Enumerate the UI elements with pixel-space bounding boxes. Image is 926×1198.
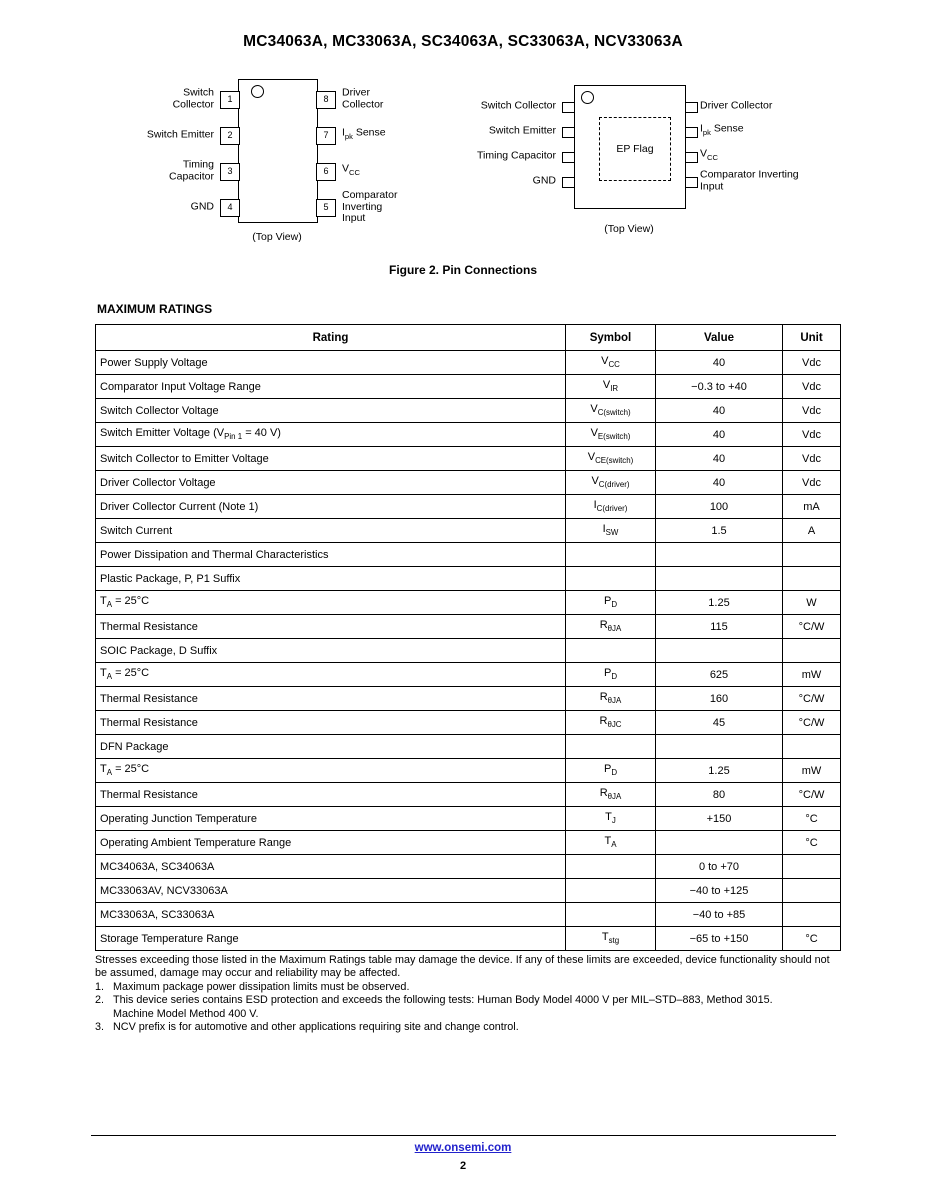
table-row xyxy=(96,711,841,735)
pin-pad xyxy=(562,127,575,138)
rating-cell: Comparator Input Voltage Range xyxy=(96,375,566,399)
symbol-cell: $V_{CE(switch)}$ xyxy=(566,447,656,471)
unit-cell: Vdc xyxy=(783,399,841,423)
rating-cell: Driver Collector Voltage xyxy=(96,471,566,495)
note-number: 2. xyxy=(95,994,105,1007)
pin1-notch-icon xyxy=(251,85,264,98)
pin-number-box: 4 xyxy=(220,199,240,217)
pin-label: Switch Emitter xyxy=(488,124,556,137)
table-row xyxy=(96,423,841,447)
value-cell xyxy=(656,735,783,759)
maximum-ratings-table xyxy=(95,324,841,951)
pin-label: Comparator Inverting Input xyxy=(342,188,398,224)
value-cell xyxy=(656,831,783,855)
table-row xyxy=(96,543,841,567)
symbol-cell: $P_D$ xyxy=(566,591,656,615)
rating-cell: Driver Collector Current (Note 1) xyxy=(96,495,566,519)
value-cell: 40 xyxy=(656,423,783,447)
symbol-cell: $R_{\theta JA}$ xyxy=(566,687,656,711)
note-text: This device series contains ESD protection and exceeds the following tests: Human Body Model 4000 V per MIL–STD–883, Method 3015. Machine Model Method 400 V. xyxy=(113,994,773,1020)
pin-pad xyxy=(685,102,698,113)
note-number: 3. xyxy=(95,1021,105,1034)
rating-cell: Switch Collector Voltage xyxy=(96,399,566,423)
symbol-cell xyxy=(566,903,656,927)
value-cell: 45 xyxy=(656,711,783,735)
symbol-cell: $R_{\theta JA}$ xyxy=(566,783,656,807)
unit-cell: °C/W xyxy=(783,615,841,639)
table-row xyxy=(96,399,841,423)
column-header-value: Value xyxy=(656,325,783,351)
table-row xyxy=(96,879,841,903)
pin-number-box: 6 xyxy=(316,163,336,181)
symbol-cell xyxy=(566,855,656,879)
unit-cell xyxy=(783,543,841,567)
rating-cell: Thermal Resistance xyxy=(96,783,566,807)
table-row xyxy=(96,927,841,951)
table-header-row xyxy=(96,325,841,351)
unit-cell xyxy=(783,879,841,903)
table-row xyxy=(96,759,841,783)
table-row xyxy=(96,807,841,831)
footer-divider xyxy=(91,1135,836,1136)
pin-label: Driver Collector xyxy=(700,99,773,112)
unit-cell: °C/W xyxy=(783,783,841,807)
unit-cell: mW xyxy=(783,759,841,783)
pin-pad xyxy=(685,177,698,188)
value-cell: 40 xyxy=(656,471,783,495)
ep-flag-label: EP Flag xyxy=(616,143,654,155)
value-cell: −0.3 to +40 xyxy=(656,375,783,399)
pin-number-box: 8 xyxy=(316,91,336,109)
symbol-cell: $V_{E(switch)}$ xyxy=(566,423,656,447)
note-item xyxy=(95,994,843,1021)
value-cell xyxy=(656,543,783,567)
unit-cell: Vdc xyxy=(783,471,841,495)
column-header-unit: Unit xyxy=(783,325,841,351)
pin-label: Driver Collector xyxy=(342,86,384,110)
pin-number-box: 1 xyxy=(220,91,240,109)
rating-cell: MC33063AV, NCV33063A xyxy=(96,879,566,903)
rating-cell: DFN Package xyxy=(96,735,566,759)
symbol-cell xyxy=(566,735,656,759)
table-row xyxy=(96,567,841,591)
unit-cell xyxy=(783,903,841,927)
dfn-package-body xyxy=(574,85,686,209)
page-footer xyxy=(0,1135,926,1172)
table-row xyxy=(96,375,841,399)
unit-cell: Vdc xyxy=(783,447,841,471)
note-number: 1. xyxy=(95,980,105,993)
page-number: 2 xyxy=(459,1160,467,1172)
symbol-cell xyxy=(566,543,656,567)
note-text: NCV prefix is for automotive and other applications requiring site and change control. xyxy=(113,1021,519,1034)
symbol-cell: $V_{CC}$ xyxy=(566,351,656,375)
value-cell: 625 xyxy=(656,663,783,687)
table-row xyxy=(96,615,841,639)
pin-label: $I_{pk}$ Sense xyxy=(342,126,386,141)
unit-cell: Vdc xyxy=(783,423,841,447)
pin-label: Switch Collector xyxy=(480,99,556,112)
pin-label: Timing Capacitor xyxy=(477,149,556,162)
rating-cell: Storage Temperature Range xyxy=(96,927,566,951)
rating-cell: Operating Ambient Temperature Range xyxy=(96,831,566,855)
value-cell: 1.25 xyxy=(656,591,783,615)
rating-cell: Switch Emitter Voltage ($V_{Pin 1} = 40$ V) xyxy=(96,423,566,447)
pin-label: $I_{pk}$ Sense xyxy=(700,122,744,137)
pin-number-box: 5 xyxy=(316,199,336,217)
rating-cell: MC34063A, SC34063A xyxy=(96,855,566,879)
symbol-cell xyxy=(566,567,656,591)
symbol-cell: $V_{IR}$ xyxy=(566,375,656,399)
pin-label: GND xyxy=(532,174,556,187)
notes-list xyxy=(95,981,843,1035)
value-cell: 40 xyxy=(656,399,783,423)
pin-pad xyxy=(685,127,698,138)
table-row xyxy=(96,591,841,615)
table-row xyxy=(96,447,841,471)
unit-cell: Vdc xyxy=(783,375,841,399)
note-item xyxy=(95,981,843,994)
value-cell: 0 to +70 xyxy=(656,855,783,879)
rating-cell: Operating Junction Temperature xyxy=(96,807,566,831)
value-cell xyxy=(656,567,783,591)
pin-connection-diagrams xyxy=(0,77,926,255)
pin-label: GND xyxy=(190,200,214,213)
note-item xyxy=(95,1021,843,1034)
note-text: Maximum package power dissipation limits must be observed. xyxy=(113,980,410,993)
table-row xyxy=(96,831,841,855)
disclaimer-text: Stresses exceeding those listed in the Maximum Ratings table may damage the device. If any of these limits are exceeded, device functionality should not be assumed, damage may occur and reliability may be affected. xyxy=(95,954,830,980)
table-row xyxy=(96,495,841,519)
symbol-cell: $V_{C(switch)}$ xyxy=(566,399,656,423)
figure-caption: Figure 2. Pin Connections xyxy=(388,263,537,277)
value-cell: 40 xyxy=(656,351,783,375)
pin-label: $V_{CC}$ xyxy=(700,147,718,162)
unit-cell: mW xyxy=(783,663,841,687)
symbol-cell: $I_{SW}$ xyxy=(566,519,656,543)
rating-cell: $T_A = 25^\circ C$ xyxy=(96,591,566,615)
value-cell: 115 xyxy=(656,615,783,639)
column-header-rating: Rating xyxy=(96,325,566,351)
dfn-package-diagram xyxy=(456,81,808,259)
ep-flag-pad xyxy=(599,117,671,181)
pin-number-box: 2 xyxy=(220,127,240,145)
rating-cell: Power Dissipation and Thermal Characteristics xyxy=(96,543,566,567)
unit-cell: °C xyxy=(783,831,841,855)
unit-cell xyxy=(783,567,841,591)
value-cell xyxy=(656,639,783,663)
value-cell: −65 to +150 xyxy=(656,927,783,951)
symbol-cell: $P_D$ xyxy=(566,663,656,687)
pin-pad xyxy=(685,152,698,163)
page-title: MC34063A, MC33063A, SC34063A, SC33063A, NCV33063A xyxy=(243,33,683,50)
pin-label: Switch Emitter xyxy=(146,128,214,141)
table-row xyxy=(96,351,841,375)
pin-number-box: 3 xyxy=(220,163,240,181)
footer-link[interactable]: www.onsemi.com xyxy=(414,1142,512,1154)
pin-label: Comparator Inverting Input xyxy=(700,168,799,192)
rating-cell: Switch Current xyxy=(96,519,566,543)
rating-cell: Switch Collector to Emitter Voltage xyxy=(96,447,566,471)
pin-pad xyxy=(562,152,575,163)
symbol-cell xyxy=(566,879,656,903)
table-row xyxy=(96,639,841,663)
symbol-cell: $P_D$ xyxy=(566,759,656,783)
pin-label: $V_{CC}$ xyxy=(342,162,360,177)
symbol-cell: $T_{stg}$ xyxy=(566,927,656,951)
symbol-cell: $I_{C(driver)}$ xyxy=(566,495,656,519)
symbol-cell: $R_{\theta JC}$ xyxy=(566,711,656,735)
symbol-cell: $R_{\theta JA}$ xyxy=(566,615,656,639)
value-cell: +150 xyxy=(656,807,783,831)
value-cell: 160 xyxy=(656,687,783,711)
value-cell: 1.25 xyxy=(656,759,783,783)
value-cell: 100 xyxy=(656,495,783,519)
rating-cell: Power Supply Voltage xyxy=(96,351,566,375)
rating-cell: SOIC Package, D Suffix xyxy=(96,639,566,663)
unit-cell: °C xyxy=(783,807,841,831)
table-row xyxy=(96,783,841,807)
pin-number-box: 7 xyxy=(316,127,336,145)
table-row xyxy=(96,855,841,879)
unit-cell: °C/W xyxy=(783,711,841,735)
value-cell: −40 to +125 xyxy=(656,879,783,903)
table-row xyxy=(96,519,841,543)
unit-cell: A xyxy=(783,519,841,543)
rating-cell: Thermal Resistance xyxy=(96,711,566,735)
unit-cell: W xyxy=(783,591,841,615)
unit-cell xyxy=(783,735,841,759)
pin1-notch-icon xyxy=(581,91,594,104)
value-cell: 80 xyxy=(656,783,783,807)
value-cell: 1.5 xyxy=(656,519,783,543)
symbol-cell: $T_J$ xyxy=(566,807,656,831)
rating-cell: $T_A = 25^\circ C$ xyxy=(96,663,566,687)
unit-cell: Vdc xyxy=(783,351,841,375)
unit-cell: °C/W xyxy=(783,687,841,711)
column-header-symbol: Symbol xyxy=(566,325,656,351)
dip-package-body xyxy=(238,79,318,223)
table-row xyxy=(96,471,841,495)
symbol-cell: $T_A$ xyxy=(566,831,656,855)
maximum-ratings-heading: MAXIMUM RATINGS xyxy=(97,302,213,316)
value-cell: −40 to +85 xyxy=(656,903,783,927)
rating-cell: Thermal Resistance xyxy=(96,687,566,711)
rating-cell: $T_A = 25^\circ C$ xyxy=(96,759,566,783)
table-row xyxy=(96,735,841,759)
table-row xyxy=(96,903,841,927)
symbol-cell xyxy=(566,639,656,663)
value-cell: 40 xyxy=(656,447,783,471)
symbol-cell: $V_{C(driver)}$ xyxy=(566,471,656,495)
rating-cell: Thermal Resistance xyxy=(96,615,566,639)
top-view-label: (Top View) xyxy=(604,223,654,235)
table-row xyxy=(96,687,841,711)
dip-package-diagram xyxy=(118,77,418,255)
rating-cell: Plastic Package, P, P1 Suffix xyxy=(96,567,566,591)
unit-cell xyxy=(783,855,841,879)
pin-pad xyxy=(562,177,575,188)
notes-section xyxy=(95,954,843,1034)
unit-cell: °C xyxy=(783,927,841,951)
pin-pad xyxy=(562,102,575,113)
pin-label: Timing Capacitor xyxy=(169,158,214,182)
unit-cell: mA xyxy=(783,495,841,519)
table-row xyxy=(96,663,841,687)
rating-cell: MC33063A, SC33063A xyxy=(96,903,566,927)
pin-label: Switch Collector xyxy=(172,86,214,110)
unit-cell xyxy=(783,639,841,663)
top-view-label: (Top View) xyxy=(252,231,302,243)
